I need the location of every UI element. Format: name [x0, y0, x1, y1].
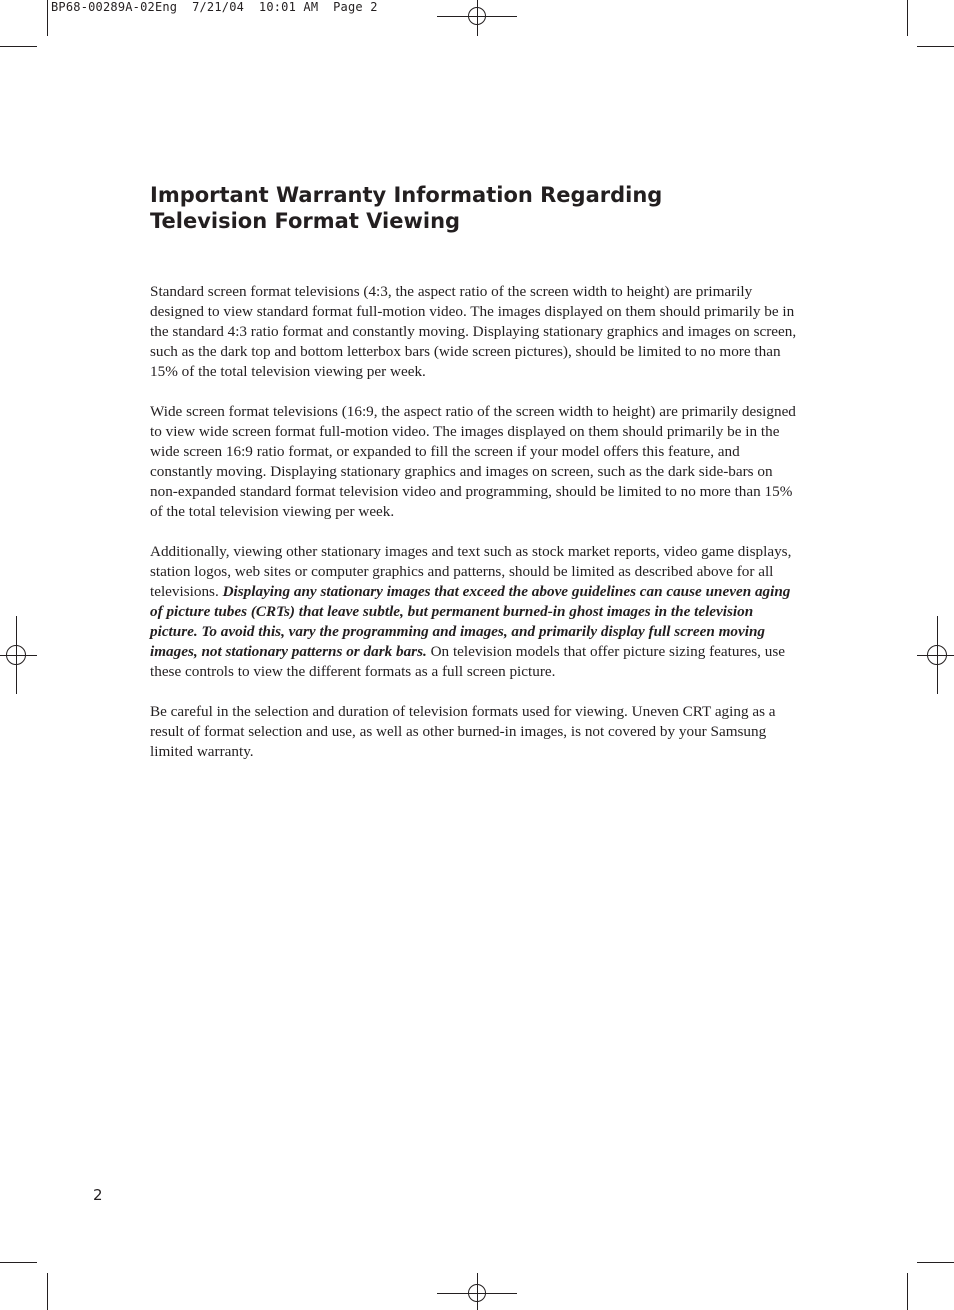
paragraph-stationary-images: [150, 542, 800, 682]
crop-mark-bottom-left-vertical: [47, 1273, 48, 1310]
page-title-line-1: Important Warranty Information Regarding: [150, 183, 663, 207]
paragraph-warranty-note: Be careful in the selection and duration of television formats used for viewing. Uneven CRT aging as a result of format selection and use, as well as other burned-in images, is not covered by your Samsung limited warranty.: [150, 703, 776, 760]
crop-mark-top-left-horizontal: [0, 46, 37, 47]
paragraph-standard-screen: Standard screen format televisions (4:3, the aspect ratio of the screen width to height) are primarily designed to view standard format full-motion video. The images displayed on them should primarily be in the standard 4:3 ratio format and constantly moving. Displaying stationary graphics and images on screen, such as the dark top and bottom letterbox bars (wide screen pictures), should be limited to no more than 15% of the total television viewing per week.: [150, 283, 797, 380]
paragraph-stationary-images-intro: Additionally, viewing other stationary images and text such as stock market reports, video game displays, station logos, web sites or computer graphics and patterns, should be limited as described above for all televisions.: [150, 543, 792, 600]
crop-mark-top-left-vertical: [47, 0, 48, 36]
crop-mark-top-right-horizontal: [917, 46, 954, 47]
page-title-line-2: Television Format Viewing: [150, 209, 461, 233]
crop-mark-bottom-right-horizontal: [917, 1262, 954, 1263]
crop-mark-bottom-right-vertical: [907, 1273, 908, 1310]
paragraph-wide-screen: Wide screen format televisions (16:9, the aspect ratio of the screen width to height) are primarily designed to view wide screen format full-motion video. The images displayed on them should primarily be in the wide screen 16:9 ratio format, or expanded to fill the screen if your model offers this feature, and constantly moving. Displaying stationary graphics and images on screen, such as the dark side-bars on non-expanded standard format television video and programming, should be limited to no more than 15% of the total television viewing per week.: [150, 403, 796, 520]
warning-emphasis-text: Displaying any stationary images that exceed the above guidelines can cause uneven aging of picture tubes (CRTs) that leave subtle, but permanent burned-in ghost images in the television picture. To avoid this, vary the programming and images, and primarily display full screen moving images, not stationary patterns or dark bars.: [150, 583, 791, 660]
paragraph-stationary-images-outro: On television models that offer picture sizing features, use these controls to view the different formats as a full screen picture.: [150, 643, 786, 680]
registration-vertical-left: [16, 616, 17, 694]
body-text: [150, 282, 800, 782]
crop-mark-bottom-left-horizontal: [0, 1262, 37, 1263]
registration-horizontal-left: [0, 655, 37, 656]
printer-slug-line: BP68-00289A-02Eng 7/21/04 10:01 AM Page 2: [51, 0, 378, 14]
registration-vertical-right: [937, 616, 938, 694]
registration-vertical-top: [477, 0, 478, 36]
registration-horizontal-right: [917, 655, 954, 656]
page-title: [150, 182, 810, 234]
registration-vertical-bottom: [477, 1273, 478, 1310]
page-number: 2: [93, 1186, 103, 1204]
crop-mark-top-right-vertical: [907, 0, 908, 36]
